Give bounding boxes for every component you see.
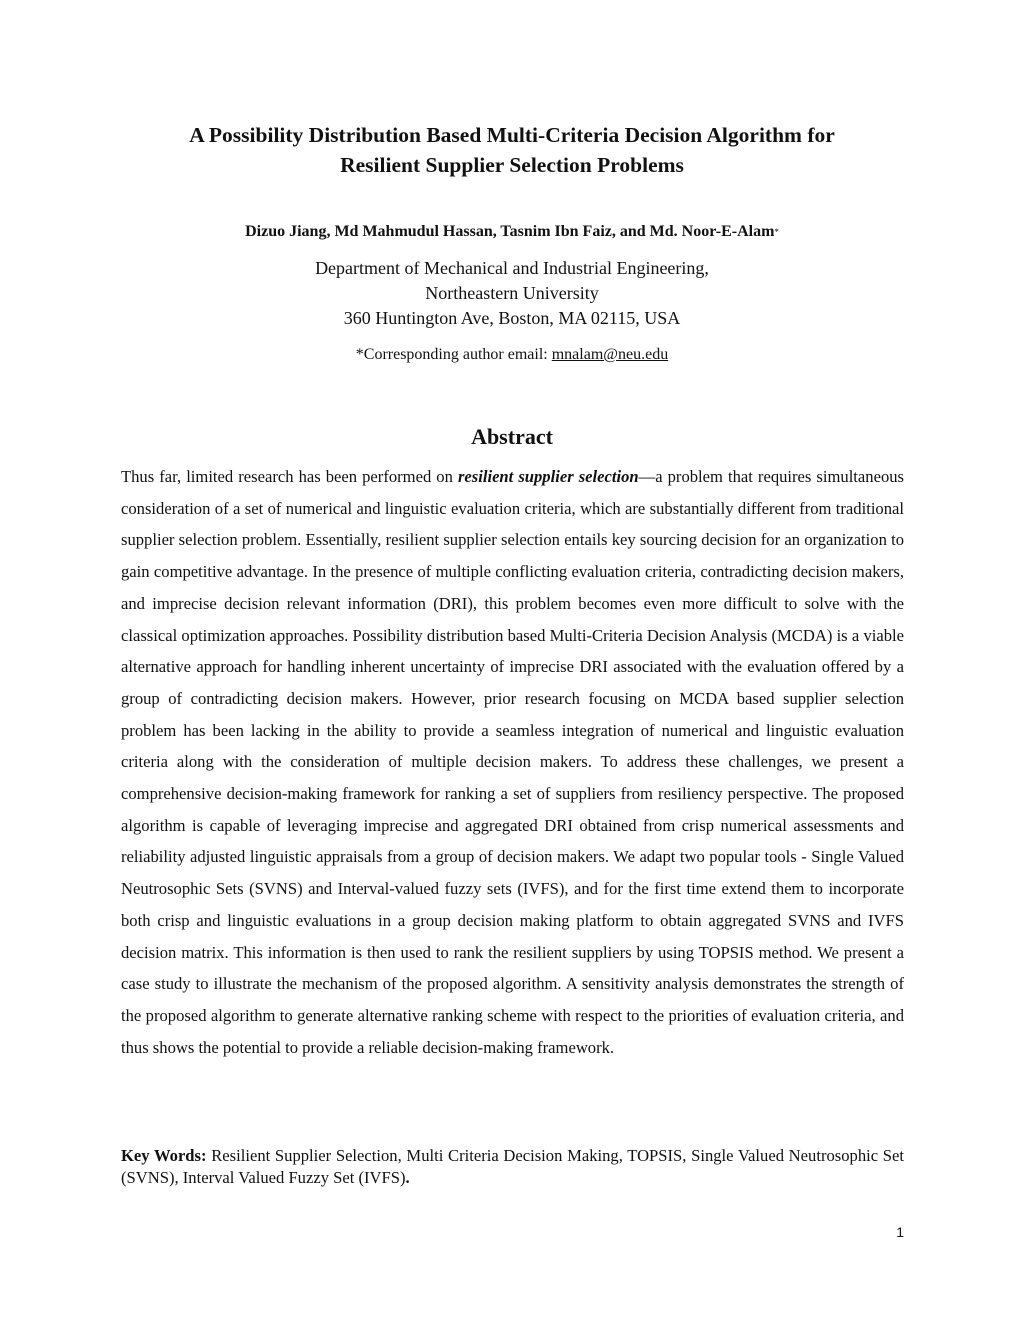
abstract-text-start: Thus far, limited research has been performed on [121,467,458,486]
corresponding-label: *Corresponding author email: [355,346,552,363]
abstract-emphasis: resilient supplier selection [457,467,639,486]
affiliation-department: Department of Mechanical and Industrial Engineering, [315,258,709,278]
keywords-list: Resilient Supplier Selection, Multi Criteria Decision Making, TOPSIS, Single Valued Neutrosophic Set (SVNS), Interval Valued Fuzzy Set (IVFS) [121,1146,904,1187]
corresponding-email-link[interactable]: mnalam@neu.edu [551,346,669,363]
corresponding-author-mark: * [774,227,779,237]
title-line-1: A Possibility Distribution Based Multi-Criteria Decision Algorithm for [189,123,835,147]
affiliation-address: 360 Huntington Ave, Boston, MA 02115, USA [343,308,681,328]
keywords [121,1145,904,1189]
author-list [100,222,924,242]
affiliation-university: Northeastern University [425,283,599,303]
abstract-body [121,461,904,1063]
abstract-heading: Abstract [471,424,553,449]
author-names: Dizuo Jiang, Md Mahmudul Hassan, Tasnim Ibn Faiz, and Md. Noor-E-Alam [245,223,775,240]
abstract-text-rest: —a problem that requires simultaneous consideration of a set of numerical and linguistic evaluation criteria, which are substantially different from traditional supplier selection problem. Essentially, resilient supplier selection entails key sourcing decision for an organization to gain competitive advantage. In the presence of multiple conflicting evaluation criteria, contradicting decision makers, and imprecise decision relevant information (DRI), this problem becomes even more difficult to solve with the classical optimization approaches. Possibility distribution based Multi-Criteria Decision Analysis (MCDA) is a viable alternative approach for handling inherent uncertainty of imprecise DRI associated with the evaluation offered by a group of contradicting decision makers. However, prior research focusing on MCDA based supplier selection problem has been lacking in the ability to provide a seamless integration of numerical and linguistic evaluation criteria along with the consideration of multiple decision makers. To address these challenges, we present a comprehensive decision-making framework for ranking a set of suppliers from resiliency perspective. The proposed algorithm is capable of leveraging imprecise and aggregated DRI obtained from crisp numerical assessments and reliability adjusted linguistic appraisals from a group of decision makers. We adapt two popular tools - Single Valued Neutrosophic Sets (SVNS) and Interval-valued fuzzy sets (IVFS), and for the first time extend them to incorporate both crisp and linguistic evaluations in a group decision making platform to obtain aggregated SVNS and IVFS decision matrix. This information is then used to rank the resilient suppliers by using TOPSIS method. We present a case study to illustrate the mechanism of the proposed algorithm. A sensitivity analysis demonstrates the strength of the proposed algorithm to generate alternative ranking scheme with respect to the priorities of evaluation criteria, and thus shows the potential to provide a reliable decision-making framework. [121,467,904,1057]
paper-title [100,120,924,180]
page-number: 1 [896,1224,904,1240]
keywords-end-mark: . [405,1168,410,1187]
keywords-label: Key Words: [121,1146,207,1165]
corresponding-author [100,345,924,365]
affiliation [100,256,924,331]
title-line-2: Resilient Supplier Selection Problems [340,153,684,177]
